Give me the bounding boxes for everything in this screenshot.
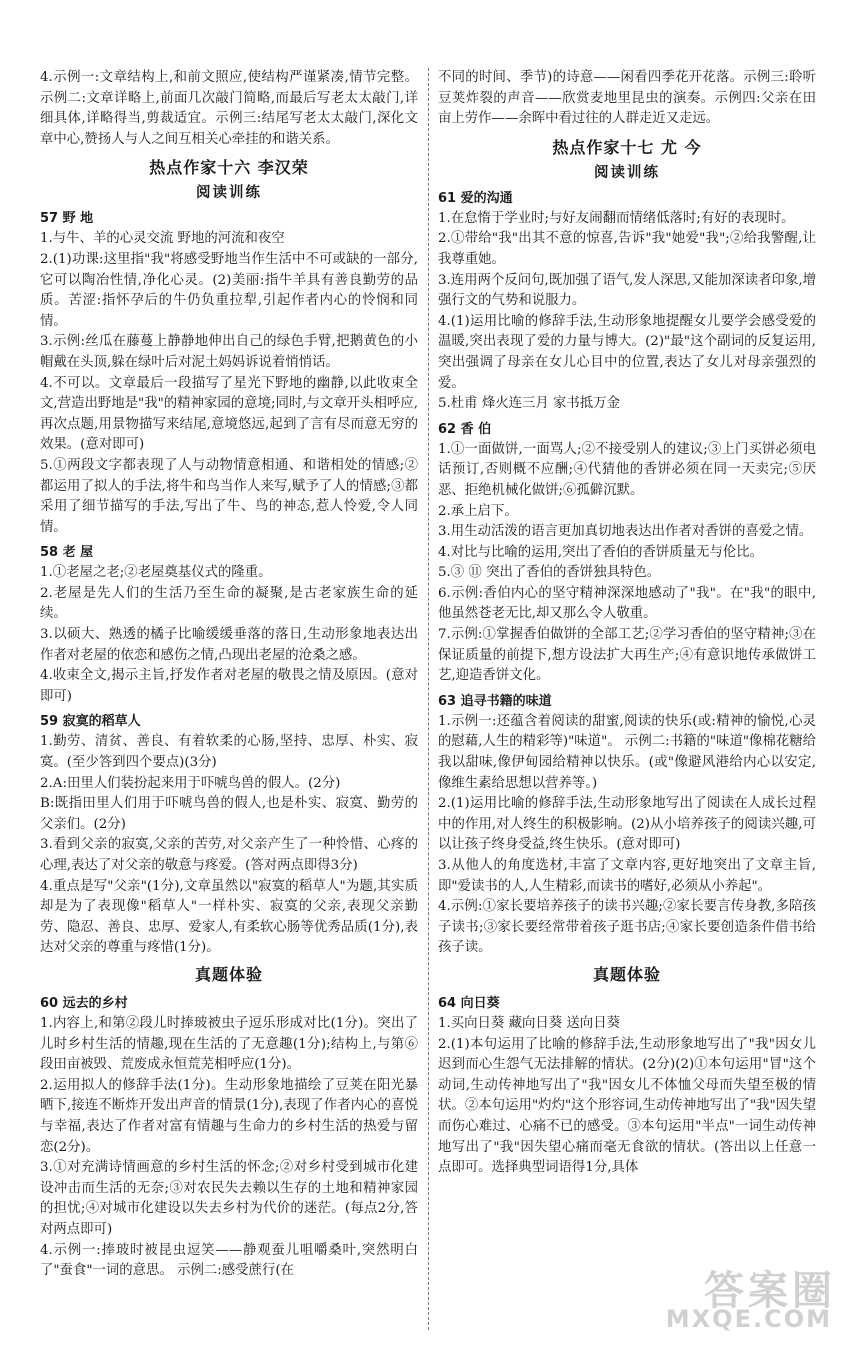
answer-item: 4.收束全文,揭示主旨,抒发作者对老屋的敬畏之情及原因。(意对即可)	[40, 668, 418, 704]
answer-item: 4.重点是写"父亲"(1分),文章虽然以"寂寞的稻草人"为题,其实质却是为了表现像"稻草人"一样朴实、寂寞的父亲,表现父亲勤劳、隐忍、善良、忠厚、爱家人,有柔软心肠等优秀品质(1分),表达对父亲的尊重与疼惜(1分)。	[40, 878, 418, 956]
section-heading: 真题体验	[592, 964, 661, 984]
answer-item: 2.老屋是先人们的生活乃至生命的凝聚,是古老家族生命的延续。	[40, 585, 418, 622]
section-heading: 热点作家十六 李汉荣	[149, 158, 309, 178]
watermark-logo-text: 答案圈	[704, 1268, 836, 1314]
article-title: 62 香 伯	[438, 421, 492, 437]
section-subheading: 阅读训练	[196, 185, 262, 202]
answer-item: 1.在怠惰于学业时;与好友闹翻而情绪低落时;有好的表现时。	[438, 210, 795, 226]
article-title: 61 爱的沟通	[438, 190, 513, 206]
answer-item: 3.示例:丝瓜在藤蔓上静静地伸出自己的绿色手臂,把鹅黄色的小帽戴在头顶,躲在绿叶后对泥土妈妈诉说着悄悄话。	[40, 334, 418, 370]
answer-item: 2.A:田里人们装扮起来用于吓唬鸟兽的假人。(2分)	[40, 775, 341, 791]
answer-item: 3.看到父亲的寂寞,父亲的苦劳,对父亲产生了一种怜惜、心疼的心理,表达了对父亲的敬意与疼爱。(答对两点即得3分)	[40, 837, 418, 873]
answer-item: 3.以硕大、熟透的橘子比喻缓缓垂落的落日,生动形象地表达出作者对老屋的依恋和感伤之情,凸现出老屋的沧桑之感。	[40, 627, 418, 663]
answer-item: 5.③ ⑪ 突出了香伯的香饼独具特色。	[438, 565, 661, 581]
answer-item: 1.示例一:还蕴含着阅读的甜蜜,阅读的快乐(或:精神的愉悦,心灵的慰藉,人生的精彩等)"味道"。 示例二:书籍的"味道"像棉花糖给我以甜味,像伊甸园给精神以快乐。(或"像避风港给内心以安定,像维生素给思想以营养等。)	[438, 713, 816, 791]
answer-item: 5.杜甫 烽火连三月 家书抵万金	[438, 396, 620, 412]
answer-item: 4.示例:①家长要培养孩子的读书兴趣;②家长要言传身教,多陪孩子读书;③家长要经常带着孩子逛书店;④家长要创造条件借书给孩子读。	[438, 899, 816, 956]
answer-item: 2.承上启下。	[438, 503, 518, 519]
answer-item: 2.(1)本句运用了比喻的修辞手法,生动形象地写出了"我"因女儿迟到而心生怨气无法排解的情状。(2分)(2)①本句运用"冒"这个动词,生动传神地写出了"我"因女儿不体恤父母而失望至极的情状。②本句运用"灼灼"这个形容词,生动传神地写出了"我"因失望而伤心难过、心痛不已的感受。③本句运用"半点"一词生动传神地写出了"我"因失望心痛而毫无食欲的情状。(答出以上任意一点即可。选择典型词语得1分,具体	[438, 1036, 816, 1176]
answer-item: B:既指田里人们用于吓唬鸟兽的假人,也是朴实、寂寞、勤劳的父亲们。(2分)	[40, 796, 418, 832]
article-title: 64 向日葵	[438, 995, 500, 1011]
answer-item: 1.①老屋之老;②老屋奠基仪式的隆重。	[40, 565, 272, 581]
answer-item: 6.示例:香伯内心的坚守精神深深地感动了"我"。在"我"的眼中,他虽然苍老无比,却又那么令人敬重。	[438, 585, 816, 622]
site-watermark	[614, 1259, 844, 1341]
answer-item: 1.内容上,和第②段儿时捧玻被虫子逗乐形成对比(1分)。突出了儿时乡村生活的情趣,现在生活的了无意趣(1分);结构上,与第⑥段田亩被毁、荒废成永恒荒芜相呼应(1分)。	[40, 1015, 418, 1073]
answer-item: 2.①带给"我"出其不意的惊喜,告诉"我"她爱"我";②给我警醒,让我尊重她。	[438, 231, 816, 267]
section-subheading: 阅读训练	[594, 164, 660, 181]
answer-item: 4.(1)运用比喻的修辞手法,生动形象地提醒女儿要学会感受爱的温暖,突出表现了爱的力量与博大。(2)"最"这个副词的反复运用,突出强调了母亲在女儿心目中的位置,表达了女儿对母亲强烈的爱。	[438, 313, 816, 391]
answer-item: 1.勤劳、清贫、善良、有着软柔的心肠,坚持、忠厚、朴实、寂寞。(至少答到四个要点)(3分)	[40, 734, 418, 771]
article-title: 59 寂寞的稻草人	[40, 714, 141, 730]
article-title: 60 远去的乡村	[40, 995, 128, 1011]
column-divider	[428, 68, 429, 1330]
answer-item: 2.(1)功课:这里指"我"将感受野地当作生活中不可或缺的一部分,它可以陶冶性情,净化心灵。(2)美丽:指牛羊具有善良勤劳的品质。苦涩:指怀孕后的牛仍负重拉犁,引起作者内心的怜悯和同情。	[40, 251, 418, 329]
answer-item: 2.运用拟人的修辞手法(1分)。生动形象地描绘了豆荚在阳光暴晒下,接连不断炸开发出声音的情景(1分),表现了作者内心的喜悦与幸福,表达了作者对富有情趣与生命力的乡村生活的热爱与留恋(2分)。	[40, 1077, 418, 1155]
section-heading: 真题体验	[194, 964, 263, 984]
right-column	[438, 68, 816, 1179]
watermark-domain: MXQE.COM	[665, 1305, 832, 1333]
left-column	[40, 68, 418, 1282]
answer-item: 1.与牛、羊的心灵交流 野地的河流和夜空	[40, 231, 285, 247]
answer-item: 7.示例:①掌握香伯做饼的全部工艺;②学习香伯的坚守精神;③在保证质量的前提下,想方设法扩大再生产;④有意识地传承做饼工艺,迎造香饼文化。	[438, 627, 816, 684]
answer-item: 3.从他人的角度选材,丰富了文章内容,更好地突出了文章主旨,即"爱读书的人,人生精彩,而读书的嗜好,必须从小养起"。	[438, 858, 816, 894]
answer-page	[40, 68, 818, 1330]
article-title: 58 老 屋	[40, 545, 94, 561]
answer-item: 3.用生动活泼的语言更加真切地表达出作者对香饼的喜爱之情。	[438, 524, 813, 540]
answer-item: 3.①对充满诗情画意的乡村生活的怀念;②对乡村受到城市化建设冲击而生活的无奈;③对农民失去赖以生存的土地和精神家园的担忧;④对城市化建设以失去乡村为代价的迷茫。(每点2分,答对两点即可)	[40, 1160, 418, 1237]
section-heading: 热点作家十七 尤 今	[552, 137, 702, 157]
answer-item: 5.①两段文字都表现了人与动物情意相通、和谐相处的情感;②都运用了拟人的手法,将牛和鸟当作人来写,赋予了人的情感;③都采用了细节描写的手法,写出了牛、鸟的神态,惹人怜爱,令人同情。	[40, 457, 418, 535]
answer-item: 4.示例一:捧玻时被昆虫逗笑——静观蚕儿咀嚼桑叶,突然明白了"蚕食"一词的意思。 示例二:感受蔗行(在	[40, 1242, 418, 1279]
answer-item: 4.示例一:文章结构上,和前文照应,使结构严谨紧凑,情节完整。 示例二:文章详略上,前面几次敲门简略,而最后写老太太敲门,详细具体,详略得当,剪裁适宜。示例三:结尾写老太太敲门,深化文章中心,赞扬人与人之间互相关心牵挂的和谐关系。	[40, 70, 418, 147]
answer-item: 1.买向日葵 藏向日葵 送向日葵	[438, 1015, 620, 1031]
answer-item: 1.①一面做饼,一面骂人;②不接受别人的建议;③上门买饼必须电话预订,否则概不应酬;④代猜他的香饼必须在同一天卖完;⑤厌恶、拒绝机械化做饼;⑥孤僻沉默。	[438, 441, 816, 498]
answer-item: 2.(1)运用比喻的修辞手法,生动形象地写出了阅读在人成长过程中的作用,对人终生的积极影响。(2)从小培养孩子的阅读兴趣,可以让孩子终身受益,终生快乐。(意对即可)	[438, 796, 816, 853]
answer-item: 4.对比与比喻的运用,突出了香伯的香饼质量无与伦比。	[438, 544, 764, 560]
article-title: 57 野 地	[40, 211, 94, 227]
answer-item: 4.不可以。文章最后一段描写了星光下野地的幽静,以此收束全文,营造出野地是"我"的精神家园的意境;同时,与文章开头相呼应,再次点题,用景物描写来结尾,意境悠远,起到了言有尽而意无穷的效果。(意对即可)	[40, 375, 418, 453]
answer-item: 3.连用两个反问句,既加强了语气,发人深思,又能加深读者印象,增强行文的气势和说服力。	[438, 272, 816, 309]
answer-item: 不同的时间、季节)的诗意——闲看四季花开花落。示例三:聆听豆荚炸裂的声音——欣赏麦地里昆虫的演奏。示例四:父亲在田亩上劳作——余晖中看过往的人群走近又走远。	[438, 70, 816, 127]
article-title: 63 追寻书籍的味道	[438, 693, 552, 709]
